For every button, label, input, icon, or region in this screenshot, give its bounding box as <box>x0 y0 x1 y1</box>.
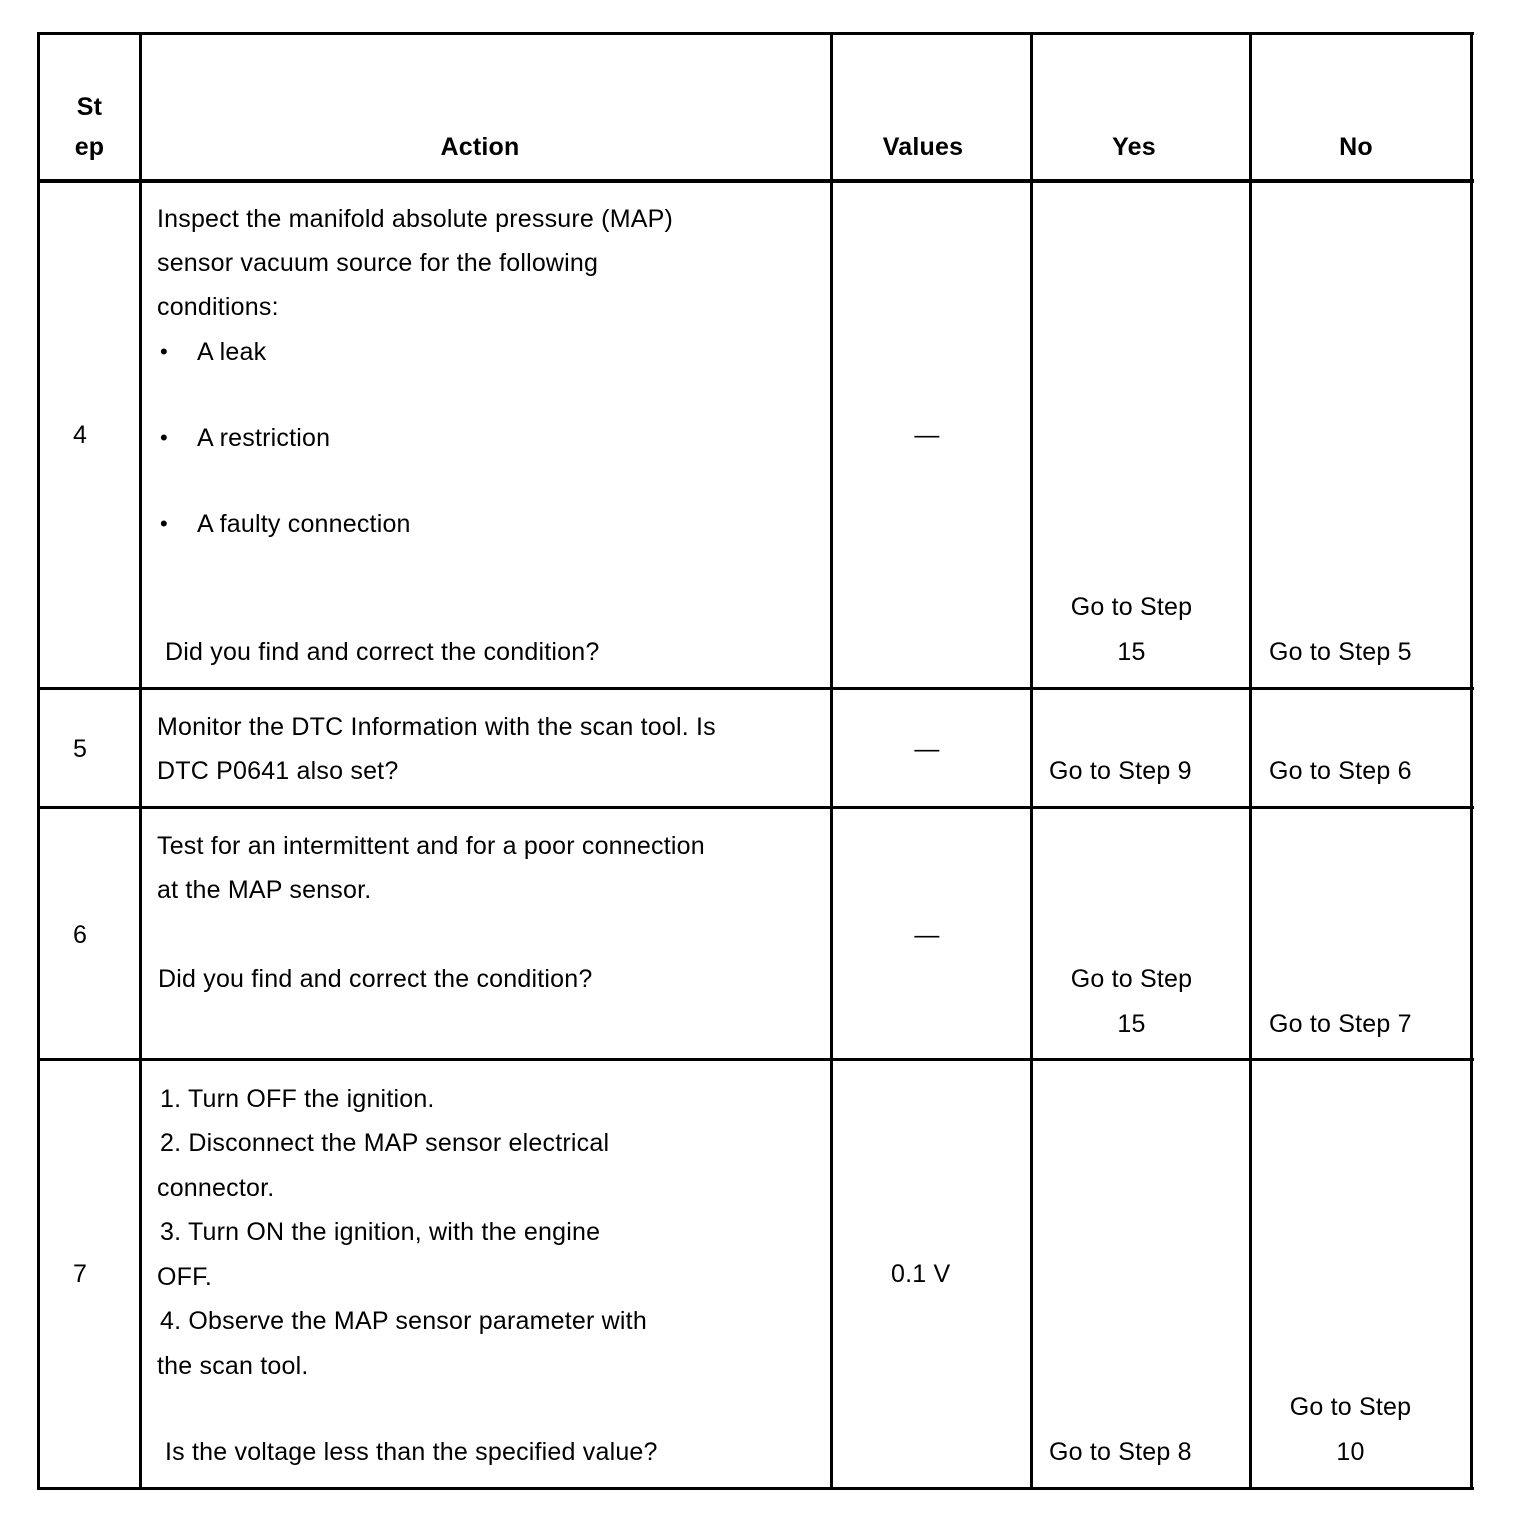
column-divider <box>1030 32 1033 1490</box>
action-text: Inspect the manifold absolute pressure (MAP) <box>157 205 673 233</box>
bullet-icon: • <box>160 339 168 364</box>
step-number: 5 <box>73 735 88 763</box>
action-text: 2. Disconnect the MAP sensor electrical <box>160 1129 610 1157</box>
no-cell: Go to Step 6 <box>1269 757 1412 785</box>
action-text: the scan tool. <box>157 1352 309 1380</box>
no-cell: Go to Step 7 <box>1269 1010 1412 1038</box>
bullet-icon: • <box>160 425 168 450</box>
yes-cell: Go to Step 8 <box>1049 1438 1192 1466</box>
yes-cell: Go to Step <box>1070 965 1193 993</box>
header-values: Values <box>882 133 964 161</box>
bullet-text: A faulty connection <box>197 510 411 538</box>
action-text: connector. <box>157 1174 275 1202</box>
action-text: Monitor the DTC Information with the scan tool. Is <box>157 713 716 741</box>
column-divider <box>139 32 142 1490</box>
action-text: Test for an intermittent and for a poor connection <box>157 832 705 860</box>
header-divider <box>37 179 1474 183</box>
column-divider <box>1249 32 1252 1490</box>
action-text: 4. Observe the MAP sensor parameter with <box>160 1307 647 1335</box>
action-text: 1. Turn OFF the ignition. <box>160 1085 435 1113</box>
row-divider <box>37 1058 1474 1061</box>
table-border-right <box>1470 32 1473 1490</box>
value-cell: — <box>914 921 940 949</box>
header-no: No <box>1339 133 1373 161</box>
action-text: conditions: <box>157 293 279 321</box>
no-cell: Go to Step 5 <box>1269 638 1412 666</box>
no-cell: 10 <box>1336 1438 1365 1466</box>
header-step-line2: ep <box>74 133 105 161</box>
step-number: 7 <box>73 1260 88 1288</box>
value-cell: 0.1 V <box>891 1260 951 1288</box>
table-border-left <box>37 32 40 1490</box>
table-border-top <box>37 32 1474 35</box>
action-question: Is the voltage less than the specified value? <box>165 1438 658 1466</box>
action-text: sensor vacuum source for the following <box>157 249 599 277</box>
yes-cell: 15 <box>1117 1010 1146 1038</box>
row-divider <box>37 806 1474 809</box>
action-text: at the MAP sensor. <box>157 876 372 904</box>
yes-cell: 15 <box>1117 638 1146 666</box>
bullet-text: A leak <box>197 338 267 366</box>
header-yes: Yes <box>1112 133 1156 161</box>
value-cell: — <box>914 735 940 763</box>
table-border-bottom <box>37 1487 1474 1490</box>
row-divider <box>37 687 1474 690</box>
bullet-text: A restriction <box>197 424 331 452</box>
bullet-icon: • <box>160 511 168 536</box>
action-text: 3. Turn ON the ignition, with the engine <box>160 1218 601 1246</box>
action-text: OFF. <box>157 1263 212 1291</box>
action-text: DTC P0641 also set? <box>157 757 399 785</box>
step-number: 6 <box>73 921 88 949</box>
yes-cell: Go to Step 9 <box>1049 757 1192 785</box>
header-step-line1: St <box>76 93 103 121</box>
step-number: 4 <box>73 421 88 449</box>
yes-cell: Go to Step <box>1070 593 1193 621</box>
action-question: Did you find and correct the condition? <box>158 965 593 993</box>
no-cell: Go to Step <box>1289 1393 1412 1421</box>
header-action: Action <box>440 133 520 161</box>
value-cell: — <box>914 421 940 449</box>
action-question: Did you find and correct the condition? <box>165 638 600 666</box>
